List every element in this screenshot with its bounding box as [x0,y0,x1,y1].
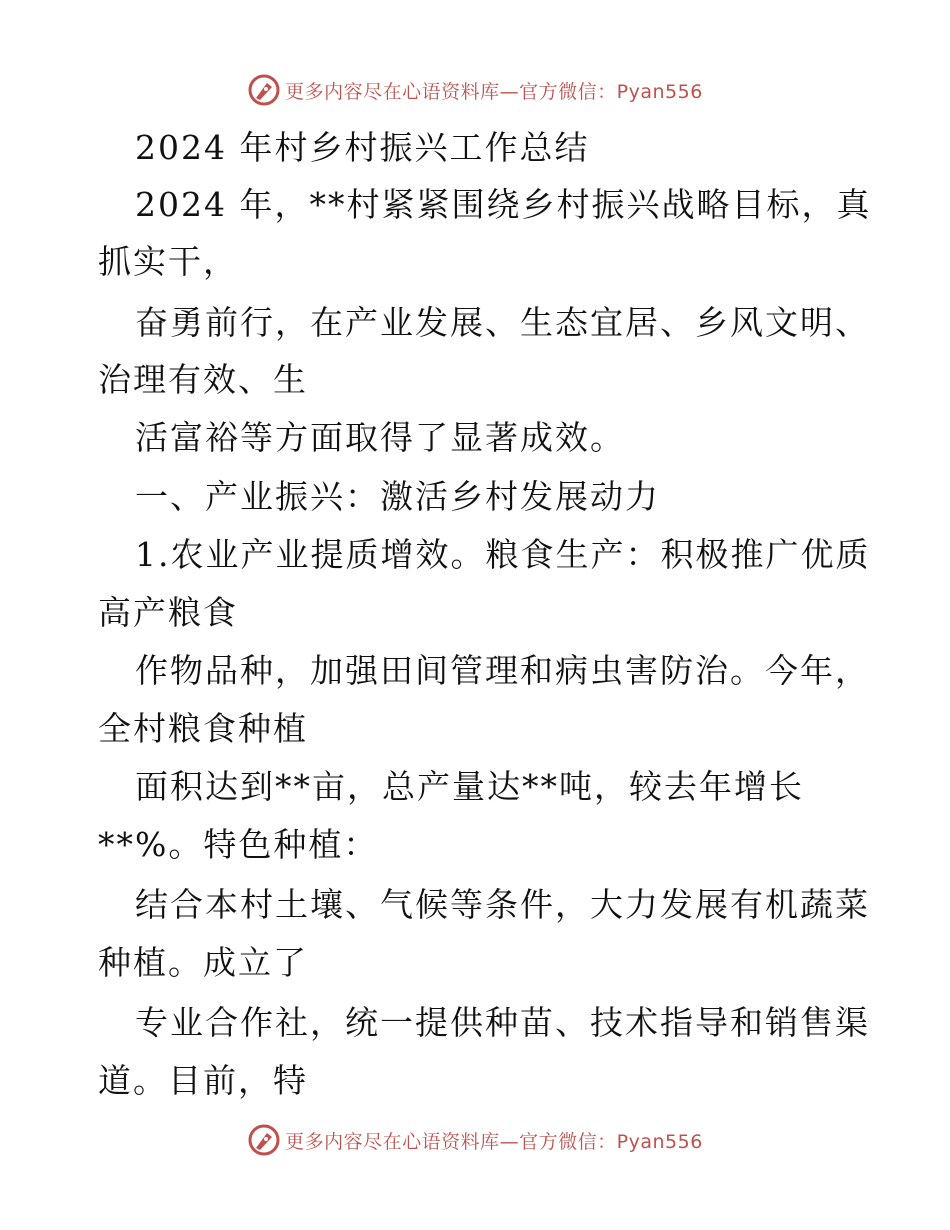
paragraph-line: 面积达到**亩，总产量达**吨，较去年增长 [135,767,804,806]
paragraph-line: 1.农业产业提质增效。粮食生产：积极推广优质 [135,535,871,574]
header-watermark-banner [0,70,950,110]
paragraph-line: 道。目前，特 [98,1061,308,1100]
paragraph-line: 专业合作社，统一提供种苗、技术指导和销售渠 [135,1003,870,1042]
paragraph-line: 种植。成立了 [98,943,308,982]
paragraph-line: 2024 年，**村紧紧围绕乡村振兴战略目标，真 [135,185,872,224]
watermark-text: 更多内容尽在心语资料库—官方微信：Pyan556 [285,1130,703,1153]
paragraph-line: 高产粮食 [98,593,238,632]
paragraph-line: 治理有效、生 [98,360,308,399]
paragraph-line: 抓实干， [98,242,238,281]
paragraph-line: 作物品种，加强田间管理和病虫害防治。今年， [135,651,870,690]
paragraph-line: 结合本村土壤、气候等条件，大力发展有机蔬菜 [135,885,870,924]
footer-watermark-banner [0,1120,950,1160]
section-heading: 一、产业振兴：激活乡村发展动力 [135,477,660,516]
paragraph-line: 全村粮食种植 [98,709,308,748]
document-title: 2024 年村乡村振兴工作总结 [135,128,590,167]
watermark-text: 更多内容尽在心语资料库—官方微信：Pyan556 [285,80,703,103]
pen-nib-logo-icon [247,73,281,107]
paragraph-line: 活富裕等方面取得了显著成效。 [135,418,625,457]
paragraph-line: 奋勇前行，在产业发展、生态宜居、乡风文明、 [135,303,870,342]
pen-nib-logo-icon [247,1123,281,1157]
paragraph-line: **%。特色种植： [98,825,379,864]
